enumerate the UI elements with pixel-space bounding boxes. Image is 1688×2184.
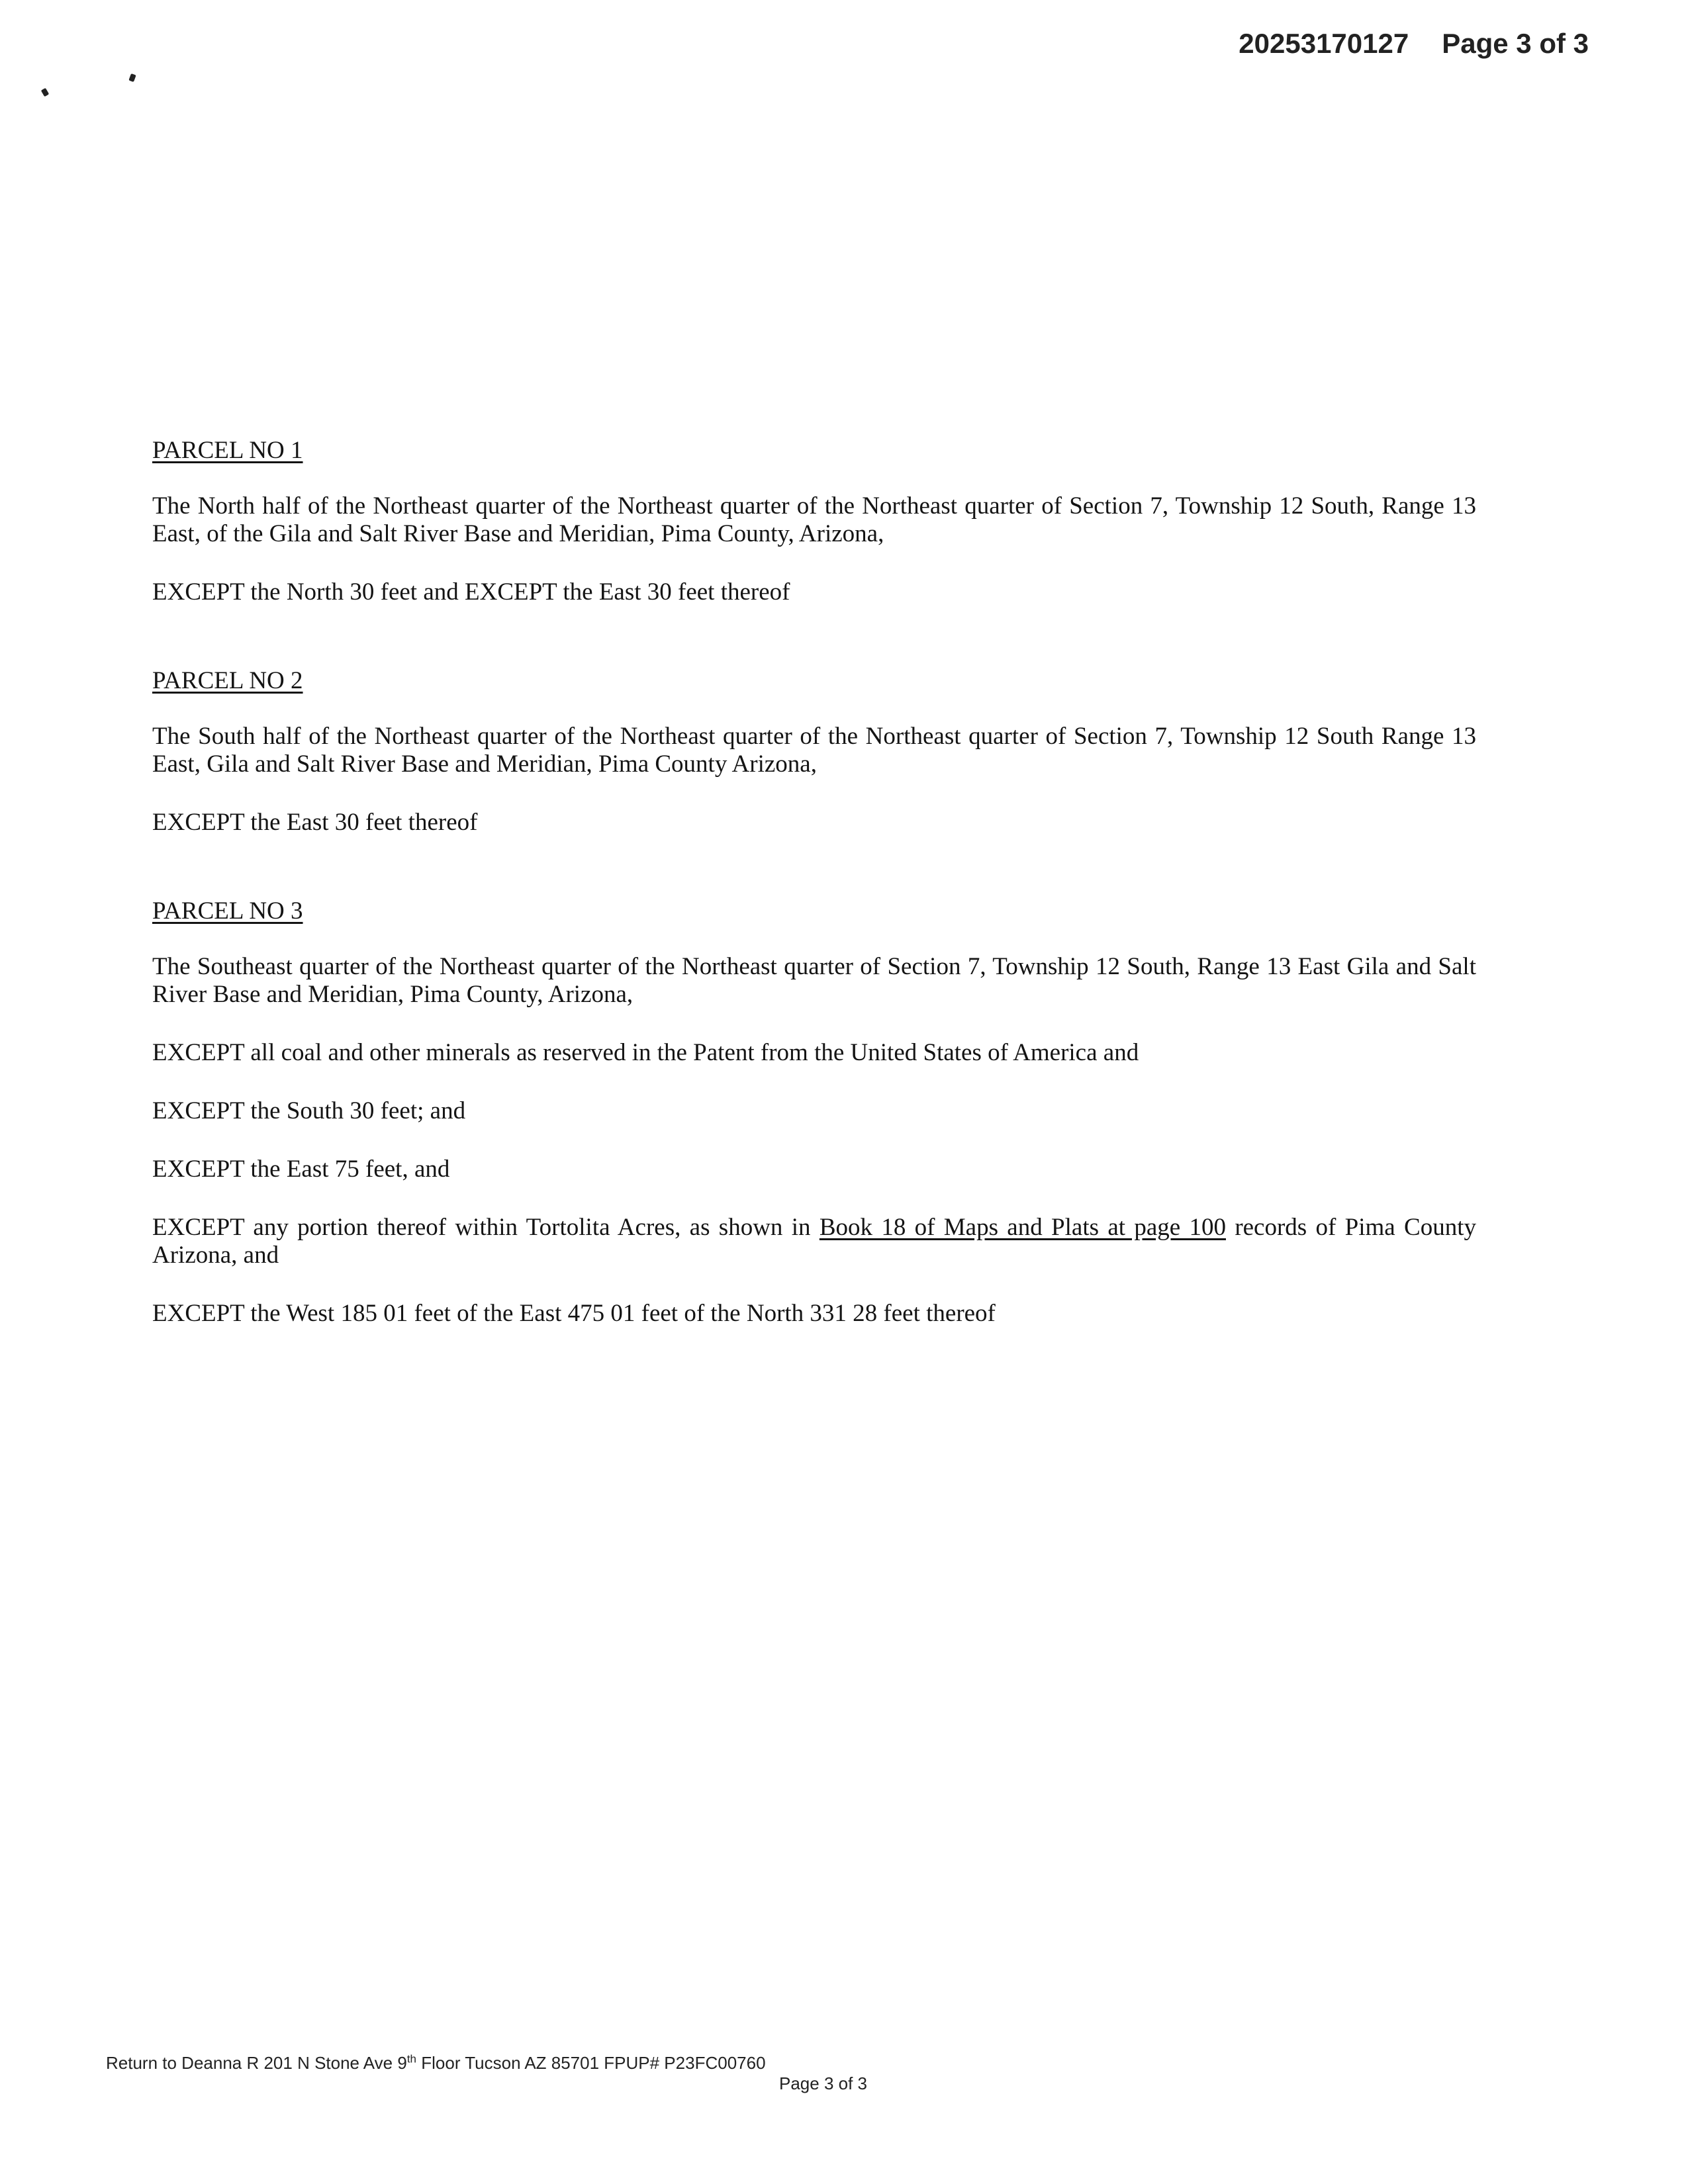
parcel-section [152, 897, 1476, 1328]
parcel-heading: PARCEL NO 3 [152, 897, 303, 925]
tortolita-text-before: EXCEPT any portion thereof within Tortolita Acres, as shown in [152, 1214, 820, 1241]
return-address-start: Return to Deanna R 201 N Stone Ave 9 [106, 2053, 407, 2073]
parcel-section [152, 437, 1476, 606]
parcel-description: The South half of the Northeast quarter of the Northeast quarter of the Northeast quarter of Section 7, Township 12 South Range 13 East, Gila and Salt River Base and Meridian, Pima County Arizona, [152, 723, 1476, 778]
legal-description [152, 437, 1476, 1358]
parcel-exception: EXCEPT the West 185 01 feet of the East 475 01 feet of the North 331 28 feet thereof [152, 1300, 996, 1327]
parcel-exception: EXCEPT the South 30 feet; and [152, 1097, 466, 1124]
parcel-heading: PARCEL NO 1 [152, 437, 303, 464]
return-address-end: Floor Tucson AZ 85701 FPUP# P23FC00760 [416, 2053, 766, 2073]
return-address [106, 2053, 867, 2073]
parcel-exception-tortolita [152, 1214, 1476, 1269]
tortolita-text-after: records of Pima County Arizona, and [152, 1214, 1476, 1269]
parcel-exception: EXCEPT the East 75 feet, and [152, 1156, 450, 1183]
footer-page-number: Page 3 of 3 [779, 2073, 867, 2093]
parcel-exception: EXCEPT the East 30 feet thereof [152, 809, 478, 836]
floor-superscript: th [406, 2052, 417, 2066]
document-number: 20253170127 [1239, 28, 1409, 59]
scan-speck [41, 88, 49, 97]
page-number-label: Page 3 of 3 [1442, 28, 1589, 59]
page-footer [106, 2053, 867, 2094]
parcel-description: The North half of the Northeast quarter of the Northeast quarter of the Northeast quarter of Section 7, Township 12 South, Range 13 East, of the Gila and Salt River Base and Meridian, Pima County, Arizona, [152, 492, 1476, 547]
parcel-description: The Southeast quarter of the Northeast quarter of the Northeast quarter of Section 7, Township 12 South, Range 13 East Gila and Salt River Base and Meridian, Pima County, Arizona, [152, 953, 1476, 1008]
parcel-exception: EXCEPT all coal and other minerals as reserved in the Patent from the United States of America and [152, 1039, 1139, 1066]
plat-book-reference: Book 18 of Maps and Plats at page 100 [819, 1214, 1226, 1241]
parcel-heading: PARCEL NO 2 [152, 667, 303, 694]
parcel-exception: EXCEPT the North 30 feet and EXCEPT the East 30 feet thereof [152, 578, 790, 606]
page-header [1239, 28, 1589, 60]
parcel-section [152, 667, 1476, 837]
scan-speck [128, 73, 136, 82]
